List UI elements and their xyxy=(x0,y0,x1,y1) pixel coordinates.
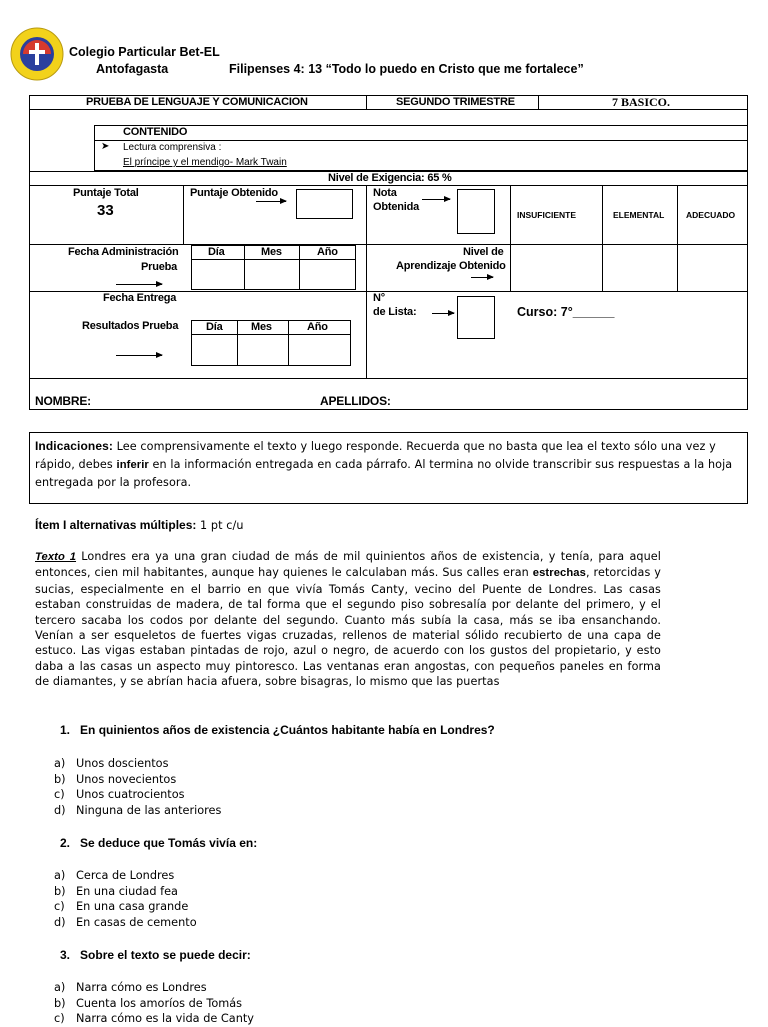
item-header-label: Ítem I alternativas múltiples: xyxy=(35,518,197,532)
option-d[interactable]: d) En casas de cemento xyxy=(54,915,197,929)
learning-level-label-1: Nivel de xyxy=(463,246,504,258)
surname-label: APELLIDOS: xyxy=(320,394,391,408)
option-b[interactable]: b) Cuenta los amoríos de Tomás xyxy=(54,996,243,1010)
option-a[interactable]: a) Narra cómo es Londres xyxy=(54,981,207,994)
school-name: Colegio Particular Bet-EL xyxy=(69,45,220,59)
item-header-points: 1 pt c/u xyxy=(196,519,244,532)
school-motto: Filipenses 4: 13 “Todo lo puedo en Cristo que me fortalece” xyxy=(229,62,584,76)
text-1-part-2: , retorcidas y sucias, especialmente en el barrio en que vivía Tomás Canty, vecino del Puente de Londres. Las casas estaban construidas de madera, de tal forma que el segundo piso sobresalía por delante del primero, y el tercero sacaba los codos por delante del segundo. Cuanto más subía la casa, más se iba ensanchando. Venían a ser esqueletos de fuertes vigas cruzadas, rellenos de material sólido recubierto de una capa de estuco. Las vigas estaban pintadas de rojo, azul o negro, de acuerdo con los gustos del propietario, y esto daba a las casas un aspecto muy pintoresco. Las ventanas eran angostas, con pequeños paneles en forma de diamantes, y se abrían hacia afuera, sobre bisagras, lo mismo que las puertas xyxy=(35,566,661,689)
question-text: En quinientos años de existencia ¿Cuántos habitante había en Londres? xyxy=(80,723,495,737)
level-adequate: ADECUADO xyxy=(686,210,736,220)
arrow-icon xyxy=(116,355,162,356)
question-text: Sobre el texto se puede decir: xyxy=(80,948,251,962)
question-number: 1. xyxy=(60,723,71,737)
exam-trimester: SEGUNDO TRIMESTRE xyxy=(396,96,515,108)
admin-date-label-2: Prueba xyxy=(141,261,178,273)
question-1 xyxy=(60,723,495,737)
instructions-label: Indicaciones: xyxy=(35,439,113,453)
arrow-icon xyxy=(471,277,493,278)
instructions-body-1: Lee comprensivamente el texto y luego responde. Recuerda que no basta que lea el texto sólo una vez y rápido, debes xyxy=(35,440,716,471)
total-score-value: 33 xyxy=(97,202,114,219)
grade-label-1: Nota xyxy=(373,187,397,199)
arrow-icon xyxy=(256,201,286,202)
item-header xyxy=(35,518,244,533)
option-c[interactable]: c) En una casa grande xyxy=(54,900,189,913)
grade-label-2: Obtenida xyxy=(373,201,420,213)
admin-date-label: Fecha Administración xyxy=(68,246,179,258)
text-1-emphasis: estrechas xyxy=(532,567,586,580)
option-c[interactable]: c) Unos cuatrocientos xyxy=(54,788,185,801)
school-city: Antofagasta xyxy=(96,62,169,76)
level-insufficient: INSUFICIENTE xyxy=(517,210,577,220)
learning-level-label-2: Aprendizaje Obtenido xyxy=(396,260,506,272)
admin-date-month: Mes xyxy=(261,246,282,258)
level-elemental: ELEMENTAL xyxy=(613,210,665,220)
name-label: NOMBRE: xyxy=(35,394,91,408)
question-number: 2. xyxy=(60,836,71,850)
school-logo xyxy=(10,27,64,81)
question-3 xyxy=(60,948,251,962)
question-number: 3. xyxy=(60,948,71,962)
obtained-score-label: Puntaje Obtenido xyxy=(190,187,278,199)
delivery-date-label-1: Fecha Entrega xyxy=(103,292,177,304)
demand-level: Nivel de Exigencia: 65 % xyxy=(328,172,452,184)
option-c[interactable]: c) Narra cómo es la vida de Canty xyxy=(54,1012,254,1025)
question-1-options xyxy=(54,756,221,818)
option-d[interactable]: d) Ninguna de las anteriores xyxy=(54,803,222,817)
question-3-options xyxy=(54,980,254,1027)
option-b[interactable]: b) En una ciudad fea xyxy=(54,884,178,898)
instructions-text xyxy=(35,437,741,492)
arrow-icon xyxy=(432,313,454,314)
admin-date-year: Año xyxy=(317,246,338,258)
content-label: CONTENIDO xyxy=(123,126,188,138)
arrow-icon xyxy=(116,284,162,285)
delivery-date-label-2: Resultados Prueba xyxy=(82,320,179,332)
option-a[interactable]: a) Cerca de Londres xyxy=(54,869,175,882)
delivery-date-month: Mes xyxy=(251,321,272,333)
content-item-reading: Lectura comprensiva : xyxy=(123,142,222,153)
list-number-label-1: N° xyxy=(373,292,385,304)
obtained-score-box[interactable] xyxy=(296,189,353,219)
text-1-paragraph xyxy=(35,549,661,690)
grade-box[interactable] xyxy=(457,189,495,234)
arrow-icon xyxy=(422,199,450,200)
bullet-icon: ➤ xyxy=(101,141,110,152)
exam-title: PRUEBA DE LENGUAJE Y COMUNICACION xyxy=(86,96,308,108)
instructions-emphasis: inferir xyxy=(116,459,149,471)
course-label: Curso: 7°______ xyxy=(517,305,615,319)
text-1-label: Texto 1 xyxy=(35,551,77,563)
delivery-date-year: Año xyxy=(307,321,328,333)
option-a[interactable]: a) Unos doscientos xyxy=(54,757,169,770)
total-score-label: Puntaje Total xyxy=(73,187,139,199)
admin-date-day: Día xyxy=(208,246,225,258)
instructions-body-2: en la información entregada en cada párrafo. Al termina no olvide transcribir sus respuestas a la hoja entregada por la profesora. xyxy=(35,458,733,489)
question-text: Se deduce que Tomás vivía en: xyxy=(80,836,258,850)
delivery-date-day: Día xyxy=(206,321,223,333)
option-b[interactable]: b) Unos novecientos xyxy=(54,772,177,786)
list-number-label-2: de Lista: xyxy=(373,306,417,318)
content-item-book: El príncipe y el mendigo- Mark Twain xyxy=(123,157,287,168)
question-2-options xyxy=(54,868,197,930)
text-1-part-1: Londres era ya una gran ciudad de más de mil quinientos años de existencia, y tenía, para aquel entonces, cien mil habitantes, aunque hay quienes le calculaban más. Sus calles eran xyxy=(35,550,662,580)
exam-grade-level: 7 BASICO. xyxy=(612,95,671,109)
list-number-box[interactable] xyxy=(457,296,495,339)
question-2 xyxy=(60,836,257,850)
